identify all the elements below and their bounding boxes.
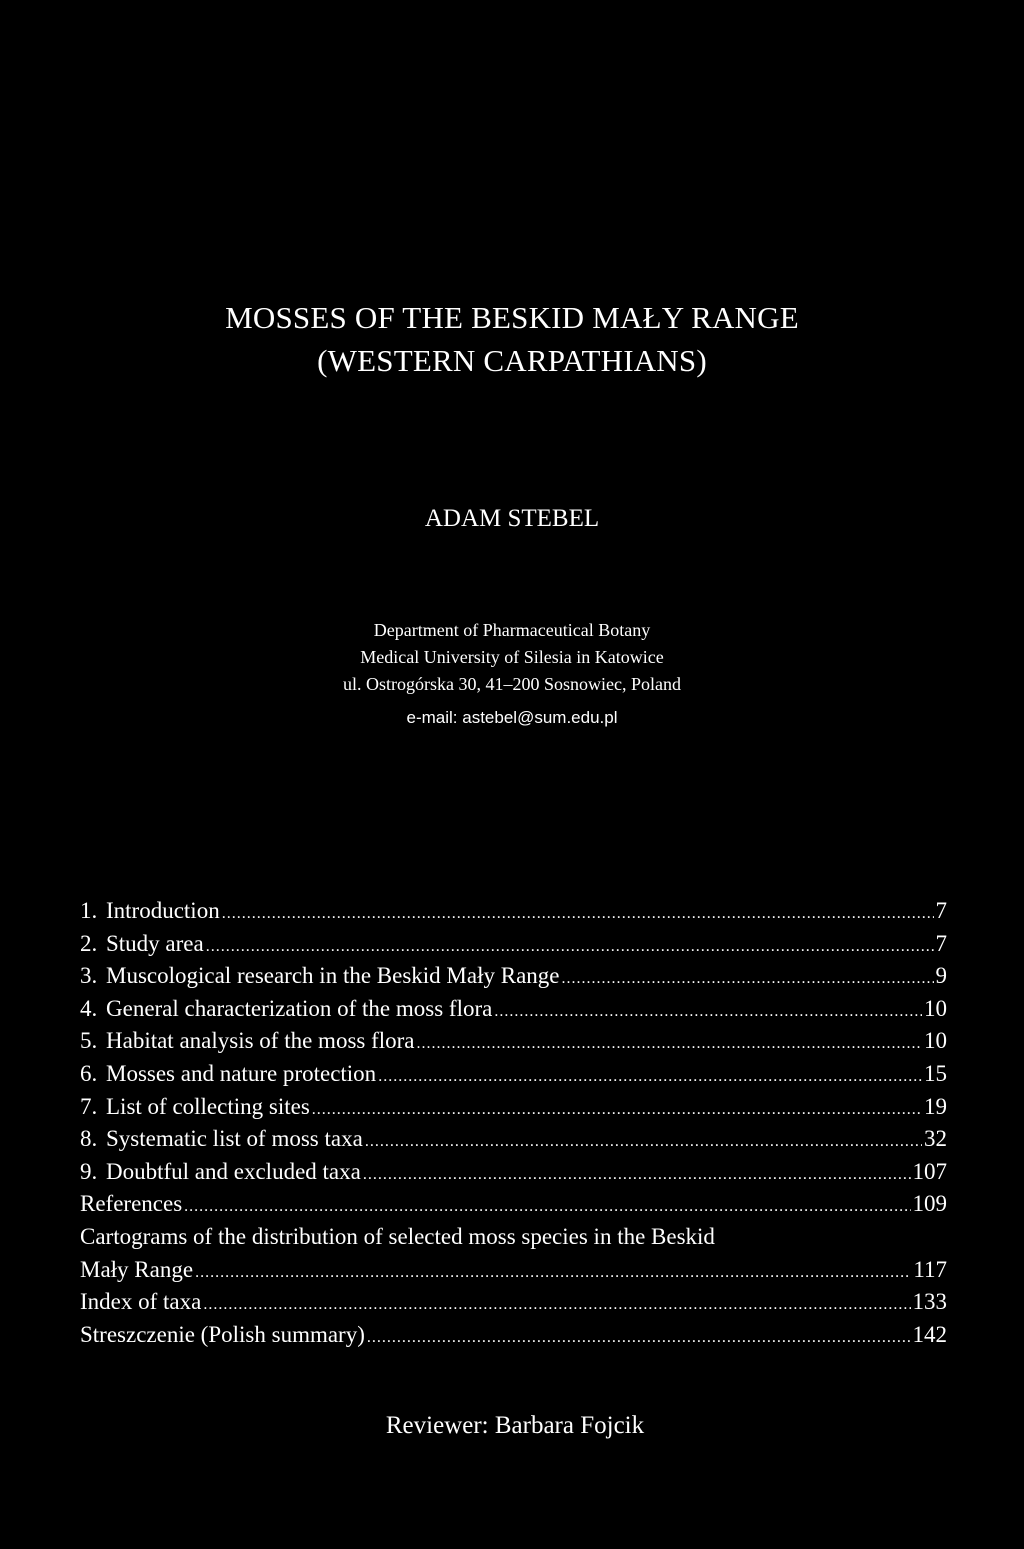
toc-label: Index of taxa	[80, 1289, 202, 1315]
toc-label: References	[80, 1191, 183, 1217]
toc-entry-cartograms-line-1[interactable]: Cartograms of the distribution of selected moss species in the Beskid	[80, 1223, 715, 1249]
toc-leader-dots	[363, 1159, 911, 1192]
toc-label: Mały Range	[80, 1256, 194, 1282]
toc-entry-habitat-analysis[interactable]	[80, 1025, 947, 1058]
toc-number: 3.	[80, 963, 98, 989]
toc-entry-doubtful-taxa[interactable]	[80, 1156, 947, 1189]
toc-number: 9.	[80, 1158, 98, 1184]
toc-entry-general-characterization[interactable]	[80, 993, 947, 1026]
toc-label: Study area	[106, 930, 204, 956]
toc-page-number: 15	[924, 1060, 947, 1086]
toc-leader-dots	[203, 1289, 910, 1322]
toc-number: 4.	[80, 995, 98, 1021]
toc-leader-dots	[312, 1094, 922, 1127]
toc-leader-dots	[367, 1322, 911, 1355]
toc-label: Mosses and nature protection	[106, 1060, 377, 1086]
toc-entry-collecting-sites[interactable]	[80, 1091, 947, 1124]
toc-entry-introduction[interactable]	[80, 895, 947, 928]
toc-page-number: 142	[912, 1321, 947, 1347]
table-of-contents	[80, 895, 947, 1351]
title-line-1: MOSSES OF THE BESKID MAŁY RANGE	[225, 300, 799, 335]
affiliation-block	[0, 617, 1024, 731]
toc-label: Systematic list of moss taxa	[106, 1126, 363, 1152]
toc-leader-dots	[494, 996, 922, 1029]
toc-number: 6.	[80, 1060, 98, 1086]
toc-page-number: 10	[924, 1028, 947, 1054]
toc-number: 8.	[80, 1126, 98, 1152]
toc-label: Doubtful and excluded taxa	[106, 1158, 361, 1184]
toc-label: List of collecting sites	[106, 1093, 310, 1119]
toc-number: 1.	[80, 898, 98, 923]
toc-page-number: 133	[912, 1289, 947, 1315]
toc-entry-systematic-list[interactable]	[80, 1123, 947, 1156]
toc-page-number: 19	[924, 1093, 947, 1119]
toc-page-number: 117	[913, 1256, 947, 1282]
toc-number: 2.	[80, 930, 98, 956]
toc-page-number: 7	[935, 898, 947, 923]
affiliation-university: Medical University of Silesia in Katowice	[360, 647, 664, 667]
toc-page-number: 109	[912, 1191, 947, 1217]
affiliation-email: e-mail: astebel@sum.edu.pl	[406, 708, 618, 727]
toc-leader-dots	[417, 1028, 922, 1061]
toc-page-number: 10	[924, 995, 947, 1021]
toc-entry-references[interactable]	[80, 1188, 947, 1221]
toc-leader-dots	[562, 963, 934, 996]
toc-leader-dots	[222, 898, 934, 931]
toc-leader-dots	[365, 1126, 922, 1159]
toc-label: Introduction	[106, 898, 220, 923]
toc-leader-dots	[378, 1061, 922, 1094]
toc-label: Habitat analysis of the moss flora	[106, 1028, 415, 1054]
toc-number: 5.	[80, 1028, 98, 1054]
toc-page-number: 7	[935, 930, 947, 956]
toc-label: Streszczenie (Polish summary)	[80, 1321, 365, 1347]
toc-page-number: 107	[912, 1158, 947, 1184]
toc-page-number: 9	[935, 963, 947, 989]
toc-page-number: 32	[924, 1126, 947, 1152]
toc-entry-study-area[interactable]	[80, 928, 947, 961]
toc-label: General characterization of the moss flora	[106, 995, 493, 1021]
toc-entry-nature-protection[interactable]	[80, 1058, 947, 1091]
toc-label: Muscological research in the Beskid Mały Range	[106, 963, 560, 989]
title-line-2: (WESTERN CARPATHIANS)	[317, 343, 707, 378]
affiliation-address: ul. Ostrogórska 30, 41–200 Sosnowiec, Poland	[343, 674, 681, 694]
reviewer-credit: Reviewer: Barbara Fojcik	[385, 1412, 645, 1439]
affiliation-department: Department of Pharmaceutical Botany	[373, 620, 651, 640]
page-title	[0, 296, 1024, 382]
author-name: ADAM STEBEL	[424, 505, 600, 532]
toc-entry-streszczenie[interactable]	[80, 1319, 947, 1352]
toc-leader-dots	[206, 931, 934, 964]
toc-entry-cartograms[interactable]	[80, 1254, 947, 1287]
toc-entry-index-of-taxa[interactable]	[80, 1286, 947, 1319]
toc-leader-dots	[184, 1191, 910, 1224]
toc-number: 7.	[80, 1093, 98, 1119]
toc-leader-dots	[195, 1257, 911, 1290]
toc-entry-muscological-research[interactable]	[80, 960, 947, 993]
